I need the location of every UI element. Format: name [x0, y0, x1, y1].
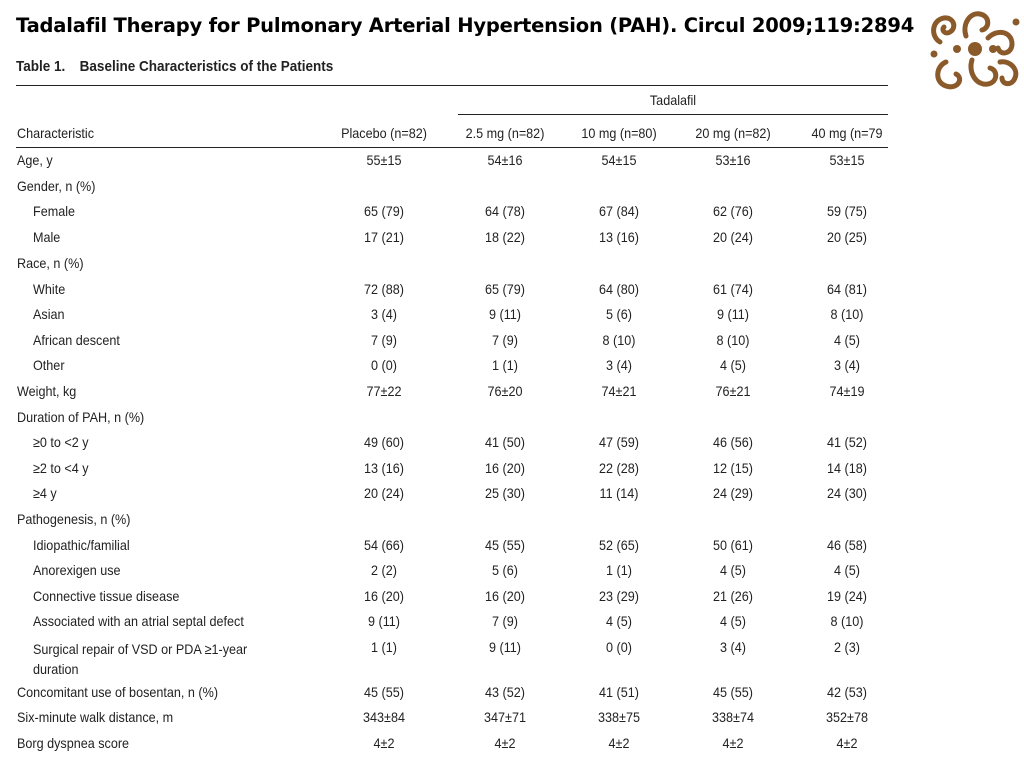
table-cell: 12 (15)	[713, 460, 753, 476]
table-cell: 59 (75)	[827, 203, 867, 219]
table-cell: 0 (0)	[606, 639, 632, 655]
table-caption-text: Baseline Characteristics of the Patients	[79, 58, 334, 75]
column-header-1: Placebo (n=82)	[341, 125, 427, 141]
table-cell: 49 (60)	[364, 434, 404, 450]
table-cell: 76±21	[715, 383, 751, 399]
table-cell: 3 (4)	[606, 357, 632, 373]
table-cell: 21 (26)	[713, 588, 753, 604]
table-cell: 42 (53)	[827, 684, 867, 700]
row-label: Six-minute walk distance, m	[17, 709, 174, 725]
table-cell: 41 (52)	[827, 434, 867, 450]
table-cell: 54 (66)	[364, 537, 404, 553]
table-cell: 5 (6)	[492, 562, 518, 578]
row-label: Asian	[33, 306, 65, 322]
row-label: Idiopathic/familial	[33, 537, 130, 553]
table-cell: 64 (81)	[827, 281, 867, 297]
table-cell: 1 (1)	[371, 639, 397, 655]
table-cell: 25 (30)	[485, 485, 525, 501]
table-cell: 45 (55)	[364, 684, 404, 700]
table-top-rule	[16, 85, 888, 86]
table-cell: 74±21	[601, 383, 637, 399]
row-label: Pathogenesis, n (%)	[17, 511, 131, 527]
table-cell: 16 (20)	[364, 588, 404, 604]
table-cell: 45 (55)	[485, 537, 525, 553]
table-cell: 7 (9)	[371, 332, 397, 348]
table-cell: 8 (10)	[716, 332, 750, 348]
table-cell: 23 (29)	[599, 588, 639, 604]
row-label	[33, 639, 247, 679]
table-cell: 47 (59)	[599, 434, 639, 450]
table-cell: 7 (9)	[492, 332, 518, 348]
table-cell: 2 (3)	[834, 639, 860, 655]
table-cell: 4 (5)	[720, 562, 746, 578]
row-label: Connective tissue disease	[33, 588, 180, 604]
table-cell: 20 (25)	[827, 229, 867, 245]
row-label-line: duration	[33, 661, 79, 677]
row-label: Female	[33, 203, 76, 219]
column-header-3: 10 mg (n=80)	[581, 125, 657, 141]
table-cell: 46 (58)	[827, 537, 867, 553]
table-cell: 20 (24)	[713, 229, 753, 245]
table-cell: 53±15	[829, 152, 865, 168]
page-edge	[0, 755, 363, 768]
table-cell: 11 (14)	[599, 485, 639, 501]
table-cell: 9 (11)	[489, 639, 521, 655]
column-header-characteristic: Characteristic	[17, 125, 95, 141]
row-label: ≥4 y	[33, 485, 57, 501]
row-label: African descent	[33, 332, 120, 348]
row-label: Concomitant use of bosentan, n (%)	[17, 684, 219, 700]
table-cell: 4±2	[373, 735, 395, 751]
table-cell: 4±2	[836, 735, 858, 751]
table-cell: 45 (55)	[713, 684, 753, 700]
column-header-2: 2.5 mg (n=82)	[465, 125, 545, 141]
table-cell: 4 (5)	[720, 613, 746, 629]
table-cell: 46 (56)	[713, 434, 753, 450]
table-cell: 22 (28)	[599, 460, 639, 476]
row-label: Anorexigen use	[33, 562, 121, 578]
table-cell: 9 (11)	[368, 613, 400, 629]
table-cell: 9 (11)	[717, 306, 749, 322]
table-cell: 2 (2)	[371, 562, 397, 578]
table-cell: 14 (18)	[827, 460, 867, 476]
table-cell: 338±75	[598, 709, 640, 725]
table-cell: 24 (30)	[827, 485, 867, 501]
row-label: Age, y	[17, 152, 53, 168]
table-cell: 76±20	[487, 383, 523, 399]
table-cell: 8 (10)	[830, 613, 864, 629]
table-number: Table 1.	[16, 58, 66, 75]
table-cell: 5 (6)	[606, 306, 632, 322]
table-cell: 13 (16)	[599, 229, 639, 245]
table-cell: 8 (10)	[602, 332, 636, 348]
slide-title: Tadalafil Therapy for Pulmonary Arterial Hypertension (PAH). Circul 2009;119:2894	[16, 14, 915, 37]
table-cell: 64 (78)	[485, 203, 525, 219]
table-cell: 4 (5)	[720, 357, 746, 373]
table-cell: 77±22	[366, 383, 402, 399]
row-label: Duration of PAH, n (%)	[17, 409, 145, 425]
table-cell: 0 (0)	[371, 357, 397, 373]
column-header-5: 40 mg (n=79	[811, 125, 883, 141]
row-label: Male	[33, 229, 61, 245]
table-cell: 54±15	[601, 152, 637, 168]
table-cell: 13 (16)	[364, 460, 404, 476]
table-cell: 65 (79)	[485, 281, 525, 297]
table-cell: 74±19	[829, 383, 865, 399]
table-cell: 64 (80)	[599, 281, 639, 297]
table-cell: 3 (4)	[371, 306, 397, 322]
row-label-line: Surgical repair of VSD or PDA ≥1-year	[33, 641, 248, 657]
table-cell: 4±2	[722, 735, 744, 751]
row-label: Weight, kg	[17, 383, 77, 399]
table-cell: 4±2	[494, 735, 516, 751]
row-label: Other	[33, 357, 65, 373]
table-cell: 1 (1)	[606, 562, 632, 578]
header-bottom-rule	[16, 147, 888, 148]
table-cell: 43 (52)	[485, 684, 525, 700]
table-cell: 338±74	[712, 709, 754, 725]
table-cell: 19 (24)	[827, 588, 867, 604]
table-cell: 4 (5)	[834, 562, 860, 578]
tadalafil-group-header: Tadalafil	[649, 92, 697, 108]
table-cell: 3 (4)	[720, 639, 746, 655]
table-cell: 65 (79)	[364, 203, 404, 219]
table-cell: 62 (76)	[713, 203, 753, 219]
row-label: White	[33, 281, 66, 297]
table-cell: 8 (10)	[830, 306, 864, 322]
table-cell: 3 (4)	[834, 357, 860, 373]
table-cell: 347±71	[484, 709, 526, 725]
table-cell: 7 (9)	[492, 613, 518, 629]
column-header-4: 20 mg (n=82)	[695, 125, 771, 141]
table-cell: 1 (1)	[492, 357, 518, 373]
row-label: ≥2 to <4 y	[33, 460, 89, 476]
table-cell: 67 (84)	[599, 203, 639, 219]
table-cell: 16 (20)	[485, 460, 525, 476]
table-cell: 4±2	[608, 735, 630, 751]
table-cell: 61 (74)	[713, 281, 753, 297]
row-label: Associated with an atrial septal defect	[33, 613, 244, 629]
table-cell: 9 (11)	[489, 306, 521, 322]
table-cell: 72 (88)	[364, 281, 404, 297]
row-label: ≥0 to <2 y	[33, 434, 89, 450]
table-cell: 343±84	[363, 709, 405, 725]
table-cell: 41 (50)	[485, 434, 525, 450]
ornament-logo-icon	[926, 2, 1024, 94]
table-caption	[16, 58, 333, 75]
table-cell: 4 (5)	[606, 613, 632, 629]
table-cell: 18 (22)	[485, 229, 525, 245]
table-cell: 50 (61)	[713, 537, 753, 553]
table-cell: 54±16	[487, 152, 523, 168]
table-cell: 17 (21)	[364, 229, 404, 245]
row-label: Gender, n (%)	[17, 178, 96, 194]
table-cell: 16 (20)	[485, 588, 525, 604]
table-cell: 41 (51)	[599, 684, 639, 700]
table-cell: 52 (65)	[599, 537, 639, 553]
row-label: Race, n (%)	[17, 255, 84, 271]
table-cell: 55±15	[366, 152, 402, 168]
row-label: Borg dyspnea score	[17, 735, 130, 751]
table-cell: 352±78	[826, 709, 868, 725]
table-cell: 20 (24)	[364, 485, 404, 501]
table-cell: 53±16	[715, 152, 751, 168]
table-cell: 4 (5)	[834, 332, 860, 348]
tadalafil-group-rule	[458, 114, 888, 115]
table-cell: 24 (29)	[713, 485, 753, 501]
